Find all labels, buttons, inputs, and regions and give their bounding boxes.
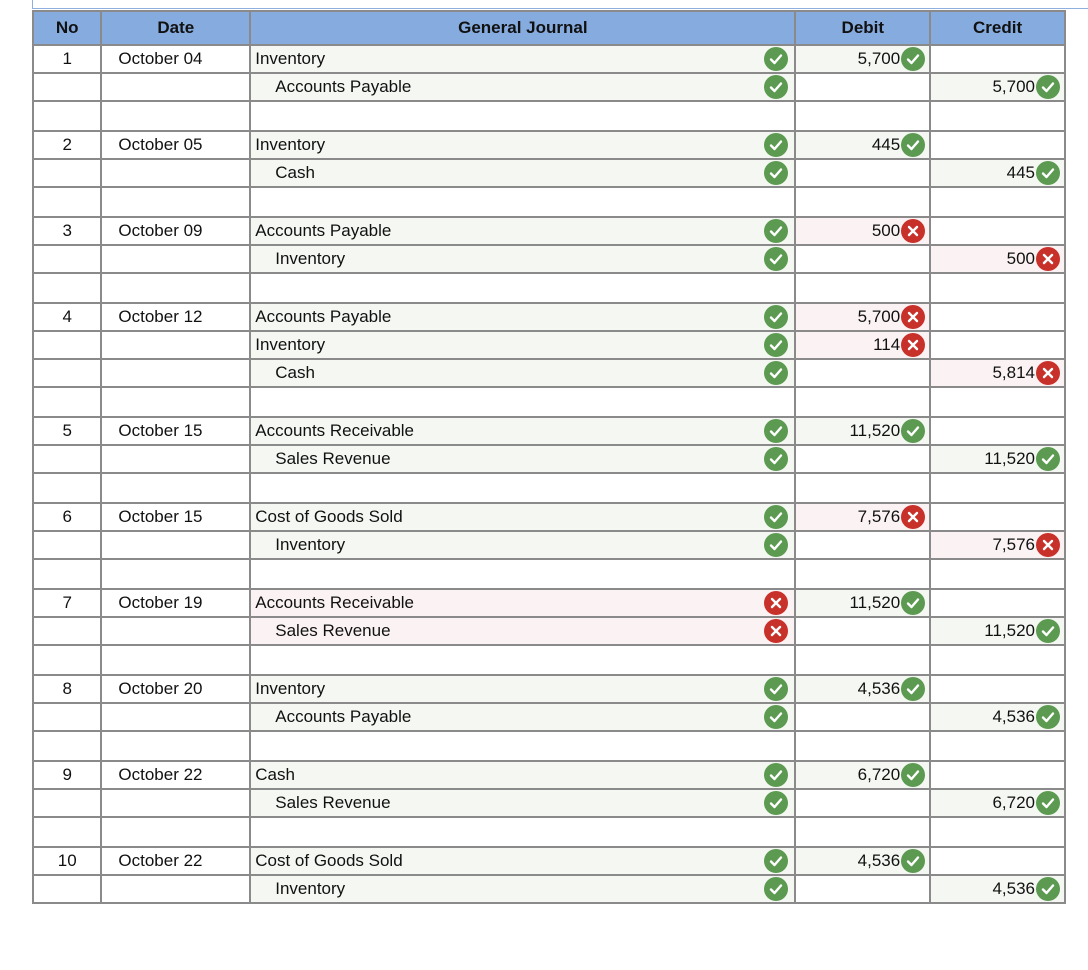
credit-amount: 500 bbox=[1006, 249, 1035, 268]
blank-debit-cell[interactable] bbox=[795, 645, 930, 675]
credit-cell[interactable] bbox=[930, 531, 1065, 559]
entry-number: 8 bbox=[33, 675, 101, 703]
account-select[interactable] bbox=[250, 245, 795, 273]
debit-value-wrap bbox=[796, 419, 925, 443]
entry-number bbox=[33, 159, 101, 187]
account-select[interactable] bbox=[250, 445, 795, 473]
entry-date: October 12 bbox=[101, 303, 250, 331]
blank-account-cell[interactable] bbox=[250, 187, 795, 217]
account-name: Inventory bbox=[275, 535, 346, 554]
account-select[interactable] bbox=[250, 503, 795, 531]
entry-date bbox=[101, 159, 250, 187]
checkmark-icon bbox=[764, 447, 788, 471]
account-name: Inventory bbox=[255, 135, 326, 154]
checkmark-icon bbox=[764, 849, 788, 873]
debit-value-wrap bbox=[796, 591, 925, 615]
credit-cell[interactable] bbox=[930, 159, 1065, 187]
debit-amount: 7,576 bbox=[857, 507, 901, 526]
blank-no-cell bbox=[33, 731, 101, 761]
spacer-row bbox=[33, 273, 1065, 303]
header-general-journal: General Journal bbox=[250, 11, 795, 45]
header-no: No bbox=[33, 11, 101, 45]
account-name: Inventory bbox=[275, 879, 346, 898]
account-name: Accounts Payable bbox=[275, 77, 412, 96]
debit-amount: 6,720 bbox=[857, 765, 901, 784]
entry-number: 5 bbox=[33, 417, 101, 445]
blank-credit-cell[interactable] bbox=[930, 387, 1065, 417]
account-name: Accounts Receivable bbox=[255, 421, 415, 440]
entry-date: October 20 bbox=[101, 675, 250, 703]
debit-amount: 445 bbox=[871, 135, 901, 154]
journal-line bbox=[33, 217, 1065, 245]
blank-no-cell bbox=[33, 387, 101, 417]
cross-icon bbox=[1036, 247, 1060, 271]
spacer-row bbox=[33, 731, 1065, 761]
debit-cell[interactable] bbox=[795, 503, 930, 531]
debit-cell[interactable] bbox=[795, 159, 930, 187]
cross-icon bbox=[764, 619, 788, 643]
checkmark-icon bbox=[764, 533, 788, 557]
credit-value-wrap bbox=[931, 361, 1060, 385]
checkmark-icon bbox=[1036, 705, 1060, 729]
account-name: Inventory bbox=[255, 679, 326, 698]
journal-line bbox=[33, 245, 1065, 273]
debit-cell[interactable] bbox=[795, 617, 930, 645]
entry-date bbox=[101, 703, 250, 731]
blank-no-cell bbox=[33, 559, 101, 589]
entry-date: October 15 bbox=[101, 503, 250, 531]
blank-debit-cell[interactable] bbox=[795, 473, 930, 503]
credit-cell[interactable] bbox=[930, 45, 1065, 73]
blank-credit-cell[interactable] bbox=[930, 559, 1065, 589]
credit-cell[interactable] bbox=[930, 417, 1065, 445]
checkmark-icon bbox=[764, 877, 788, 901]
credit-amount: 4,536 bbox=[992, 707, 1035, 726]
blank-date-cell bbox=[101, 645, 250, 675]
cross-icon bbox=[1036, 533, 1060, 557]
debit-cell[interactable] bbox=[795, 359, 930, 387]
journal-line bbox=[33, 761, 1065, 789]
blank-credit-cell[interactable] bbox=[930, 731, 1065, 761]
debit-cell[interactable] bbox=[795, 131, 930, 159]
credit-cell[interactable] bbox=[930, 847, 1065, 875]
account-name: Cash bbox=[255, 765, 295, 784]
debit-value-wrap bbox=[796, 47, 925, 71]
entry-date: October 05 bbox=[101, 131, 250, 159]
entry-number bbox=[33, 359, 101, 387]
blank-debit-cell[interactable] bbox=[795, 731, 930, 761]
blank-account-cell[interactable] bbox=[250, 645, 795, 675]
credit-value-wrap bbox=[931, 877, 1060, 901]
checkmark-icon bbox=[901, 591, 925, 615]
account-select[interactable] bbox=[250, 675, 795, 703]
journal-line bbox=[33, 45, 1065, 73]
credit-cell[interactable] bbox=[930, 589, 1065, 617]
entry-number: 3 bbox=[33, 217, 101, 245]
checkmark-icon bbox=[764, 705, 788, 729]
debit-value-wrap bbox=[796, 763, 925, 787]
journal-line bbox=[33, 445, 1065, 473]
account-name: Accounts Payable bbox=[255, 307, 392, 326]
journal-line bbox=[33, 531, 1065, 559]
blank-debit-cell[interactable] bbox=[795, 559, 930, 589]
debit-cell[interactable] bbox=[795, 45, 930, 73]
blank-account-cell[interactable] bbox=[250, 273, 795, 303]
account-name: Cash bbox=[275, 163, 315, 182]
account-select[interactable] bbox=[250, 589, 795, 617]
blank-no-cell bbox=[33, 187, 101, 217]
blank-no-cell bbox=[33, 473, 101, 503]
journal-line bbox=[33, 847, 1065, 875]
spacer-row bbox=[33, 559, 1065, 589]
debit-cell[interactable] bbox=[795, 761, 930, 789]
credit-cell[interactable] bbox=[930, 703, 1065, 731]
entry-number: 1 bbox=[33, 45, 101, 73]
entry-date bbox=[101, 531, 250, 559]
entry-date bbox=[101, 789, 250, 817]
entry-number: 10 bbox=[33, 847, 101, 875]
debit-value-wrap bbox=[796, 849, 925, 873]
header-credit: Credit bbox=[930, 11, 1065, 45]
entry-date: October 19 bbox=[101, 589, 250, 617]
cross-icon bbox=[1036, 361, 1060, 385]
blank-no-cell bbox=[33, 101, 101, 131]
credit-value-wrap bbox=[931, 161, 1060, 185]
debit-amount: 4,536 bbox=[857, 851, 901, 870]
debit-amount: 5,700 bbox=[857, 49, 901, 68]
debit-amount: 11,520 bbox=[849, 593, 901, 612]
debit-amount: 11,520 bbox=[849, 421, 901, 440]
credit-cell[interactable] bbox=[930, 675, 1065, 703]
checkmark-icon bbox=[1036, 75, 1060, 99]
blank-debit-cell[interactable] bbox=[795, 817, 930, 847]
journal-line bbox=[33, 675, 1065, 703]
debit-value-wrap bbox=[796, 133, 925, 157]
credit-amount: 11,520 bbox=[984, 449, 1035, 468]
debit-value-wrap bbox=[796, 333, 925, 357]
credit-cell[interactable] bbox=[930, 761, 1065, 789]
entry-number bbox=[33, 245, 101, 273]
entry-date bbox=[101, 875, 250, 903]
account-select[interactable] bbox=[250, 531, 795, 559]
account-select[interactable] bbox=[250, 331, 795, 359]
credit-cell[interactable] bbox=[930, 503, 1065, 531]
checkmark-icon bbox=[764, 305, 788, 329]
checkmark-icon bbox=[764, 75, 788, 99]
journal-line bbox=[33, 617, 1065, 645]
credit-cell[interactable] bbox=[930, 359, 1065, 387]
checkmark-icon bbox=[764, 677, 788, 701]
credit-value-wrap bbox=[931, 619, 1060, 643]
entry-number: 2 bbox=[33, 131, 101, 159]
checkmark-icon bbox=[764, 505, 788, 529]
journal-line bbox=[33, 789, 1065, 817]
checkmark-icon bbox=[764, 361, 788, 385]
entry-number bbox=[33, 875, 101, 903]
debit-cell[interactable] bbox=[795, 847, 930, 875]
account-select[interactable] bbox=[250, 417, 795, 445]
account-name: Cash bbox=[275, 363, 315, 382]
account-select[interactable] bbox=[250, 875, 795, 903]
blank-account-cell[interactable] bbox=[250, 473, 795, 503]
blank-no-cell bbox=[33, 645, 101, 675]
blank-account-cell[interactable] bbox=[250, 101, 795, 131]
entry-number: 6 bbox=[33, 503, 101, 531]
credit-value-wrap bbox=[931, 247, 1060, 271]
blank-credit-cell[interactable] bbox=[930, 273, 1065, 303]
entry-number bbox=[33, 445, 101, 473]
blank-account-cell[interactable] bbox=[250, 387, 795, 417]
blank-debit-cell[interactable] bbox=[795, 387, 930, 417]
entry-date: October 22 bbox=[101, 847, 250, 875]
journal-line bbox=[33, 417, 1065, 445]
credit-amount: 445 bbox=[1006, 163, 1035, 182]
blank-no-cell bbox=[33, 273, 101, 303]
journal-line bbox=[33, 131, 1065, 159]
spacer-row bbox=[33, 645, 1065, 675]
credit-amount: 11,520 bbox=[984, 621, 1035, 640]
entry-number bbox=[33, 617, 101, 645]
blank-account-cell[interactable] bbox=[250, 559, 795, 589]
debit-cell[interactable] bbox=[795, 331, 930, 359]
credit-cell[interactable] bbox=[930, 789, 1065, 817]
credit-cell[interactable] bbox=[930, 245, 1065, 273]
cross-icon bbox=[901, 305, 925, 329]
credit-amount: 5,700 bbox=[992, 77, 1035, 96]
checkmark-icon bbox=[764, 47, 788, 71]
blank-date-cell bbox=[101, 731, 250, 761]
account-name: Sales Revenue bbox=[275, 793, 391, 812]
journal-line bbox=[33, 159, 1065, 187]
debit-value-wrap bbox=[796, 505, 925, 529]
checkmark-icon bbox=[1036, 877, 1060, 901]
checkmark-icon bbox=[901, 419, 925, 443]
entry-date bbox=[101, 445, 250, 473]
header-debit: Debit bbox=[795, 11, 930, 45]
entry-date: October 15 bbox=[101, 417, 250, 445]
entry-date bbox=[101, 331, 250, 359]
journal-body bbox=[33, 45, 1065, 903]
spacer-row bbox=[33, 473, 1065, 503]
credit-cell[interactable] bbox=[930, 617, 1065, 645]
credit-cell[interactable] bbox=[930, 73, 1065, 101]
account-select[interactable] bbox=[250, 359, 795, 387]
blank-credit-cell[interactable] bbox=[930, 817, 1065, 847]
debit-cell[interactable] bbox=[795, 445, 930, 473]
blank-account-cell[interactable] bbox=[250, 817, 795, 847]
entry-number: 9 bbox=[33, 761, 101, 789]
debit-amount: 4,536 bbox=[857, 679, 901, 698]
blank-date-cell bbox=[101, 101, 250, 131]
debit-value-wrap bbox=[796, 305, 925, 329]
journal-table bbox=[32, 10, 1066, 904]
checkmark-icon bbox=[764, 763, 788, 787]
account-name: Accounts Payable bbox=[255, 221, 392, 240]
entry-number bbox=[33, 789, 101, 817]
checkmark-icon bbox=[764, 133, 788, 157]
credit-cell[interactable] bbox=[930, 217, 1065, 245]
blank-debit-cell[interactable] bbox=[795, 187, 930, 217]
journal-line bbox=[33, 875, 1065, 903]
debit-cell[interactable] bbox=[795, 589, 930, 617]
account-name: Sales Revenue bbox=[275, 449, 391, 468]
checkmark-icon bbox=[901, 47, 925, 71]
debit-cell[interactable] bbox=[795, 417, 930, 445]
top-frame-line bbox=[32, 0, 1088, 9]
entry-number bbox=[33, 703, 101, 731]
credit-value-wrap bbox=[931, 705, 1060, 729]
blank-credit-cell[interactable] bbox=[930, 645, 1065, 675]
debit-cell[interactable] bbox=[795, 703, 930, 731]
cross-icon bbox=[901, 333, 925, 357]
header-date: Date bbox=[101, 11, 250, 45]
checkmark-icon bbox=[764, 219, 788, 243]
account-select[interactable] bbox=[250, 217, 795, 245]
checkmark-icon bbox=[901, 677, 925, 701]
journal-line bbox=[33, 503, 1065, 531]
account-name: Sales Revenue bbox=[275, 621, 391, 640]
entry-number bbox=[33, 331, 101, 359]
debit-amount: 114 bbox=[873, 335, 901, 354]
checkmark-icon bbox=[901, 763, 925, 787]
entry-date bbox=[101, 73, 250, 101]
checkmark-icon bbox=[1036, 619, 1060, 643]
journal-line bbox=[33, 359, 1065, 387]
debit-amount: 5,700 bbox=[857, 307, 901, 326]
checkmark-icon bbox=[764, 247, 788, 271]
credit-amount: 5,814 bbox=[992, 363, 1035, 382]
journal-line bbox=[33, 703, 1065, 731]
credit-cell[interactable] bbox=[930, 331, 1065, 359]
cross-icon bbox=[901, 219, 925, 243]
credit-value-wrap bbox=[931, 533, 1060, 557]
checkmark-icon bbox=[1036, 161, 1060, 185]
credit-value-wrap bbox=[931, 791, 1060, 815]
credit-cell[interactable] bbox=[930, 131, 1065, 159]
entry-date: October 09 bbox=[101, 217, 250, 245]
account-select[interactable] bbox=[250, 303, 795, 331]
debit-cell[interactable] bbox=[795, 675, 930, 703]
account-select[interactable] bbox=[250, 703, 795, 731]
checkmark-icon bbox=[764, 791, 788, 815]
account-name: Cost of Goods Sold bbox=[255, 851, 403, 870]
debit-cell[interactable] bbox=[795, 789, 930, 817]
blank-date-cell bbox=[101, 387, 250, 417]
entry-date bbox=[101, 359, 250, 387]
entry-date bbox=[101, 245, 250, 273]
entry-date: October 22 bbox=[101, 761, 250, 789]
entry-number bbox=[33, 531, 101, 559]
spacer-row bbox=[33, 387, 1065, 417]
cross-icon bbox=[764, 591, 788, 615]
account-select[interactable] bbox=[250, 617, 795, 645]
credit-cell[interactable] bbox=[930, 303, 1065, 331]
checkmark-icon bbox=[901, 849, 925, 873]
account-name: Inventory bbox=[275, 249, 346, 268]
blank-credit-cell[interactable] bbox=[930, 101, 1065, 131]
debit-value-wrap bbox=[796, 219, 925, 243]
debit-cell[interactable] bbox=[795, 217, 930, 245]
checkmark-icon bbox=[1036, 791, 1060, 815]
entry-date: October 04 bbox=[101, 45, 250, 73]
blank-credit-cell[interactable] bbox=[930, 187, 1065, 217]
credit-amount: 6,720 bbox=[992, 793, 1035, 812]
checkmark-icon bbox=[1036, 447, 1060, 471]
credit-value-wrap bbox=[931, 75, 1060, 99]
blank-date-cell bbox=[101, 187, 250, 217]
account-select[interactable] bbox=[250, 159, 795, 187]
credit-amount: 7,576 bbox=[992, 535, 1035, 554]
entry-number bbox=[33, 73, 101, 101]
account-name: Inventory bbox=[255, 335, 326, 354]
entry-date bbox=[101, 617, 250, 645]
credit-amount: 4,536 bbox=[992, 879, 1035, 898]
blank-account-cell[interactable] bbox=[250, 731, 795, 761]
account-select[interactable] bbox=[250, 761, 795, 789]
spacer-row bbox=[33, 187, 1065, 217]
checkmark-icon bbox=[764, 333, 788, 357]
account-name: Accounts Receivable bbox=[255, 593, 415, 612]
blank-debit-cell[interactable] bbox=[795, 273, 930, 303]
debit-cell[interactable] bbox=[795, 245, 930, 273]
header-row bbox=[33, 11, 1065, 45]
blank-no-cell bbox=[33, 817, 101, 847]
account-name: Cost of Goods Sold bbox=[255, 507, 403, 526]
checkmark-icon bbox=[764, 161, 788, 185]
blank-debit-cell[interactable] bbox=[795, 101, 930, 131]
debit-cell[interactable] bbox=[795, 875, 930, 903]
account-name: Accounts Payable bbox=[275, 707, 412, 726]
journal-line bbox=[33, 589, 1065, 617]
blank-date-cell bbox=[101, 817, 250, 847]
account-select[interactable] bbox=[250, 73, 795, 101]
account-select[interactable] bbox=[250, 45, 795, 73]
checkmark-icon bbox=[901, 133, 925, 157]
debit-cell[interactable] bbox=[795, 303, 930, 331]
debit-amount: 500 bbox=[871, 221, 901, 240]
credit-cell[interactable] bbox=[930, 875, 1065, 903]
checkmark-icon bbox=[764, 419, 788, 443]
blank-credit-cell[interactable] bbox=[930, 473, 1065, 503]
account-select[interactable] bbox=[250, 131, 795, 159]
blank-date-cell bbox=[101, 559, 250, 589]
blank-date-cell bbox=[101, 473, 250, 503]
entry-number: 7 bbox=[33, 589, 101, 617]
credit-cell[interactable] bbox=[930, 445, 1065, 473]
debit-cell[interactable] bbox=[795, 73, 930, 101]
account-name: Inventory bbox=[255, 49, 326, 68]
debit-cell[interactable] bbox=[795, 531, 930, 559]
cross-icon bbox=[901, 505, 925, 529]
debit-value-wrap bbox=[796, 677, 925, 701]
account-select[interactable] bbox=[250, 789, 795, 817]
credit-value-wrap bbox=[931, 447, 1060, 471]
spacer-row bbox=[33, 101, 1065, 131]
journal-line bbox=[33, 73, 1065, 101]
account-select[interactable] bbox=[250, 847, 795, 875]
blank-date-cell bbox=[101, 273, 250, 303]
journal-line bbox=[33, 303, 1065, 331]
journal-line bbox=[33, 331, 1065, 359]
entry-number: 4 bbox=[33, 303, 101, 331]
spacer-row bbox=[33, 817, 1065, 847]
